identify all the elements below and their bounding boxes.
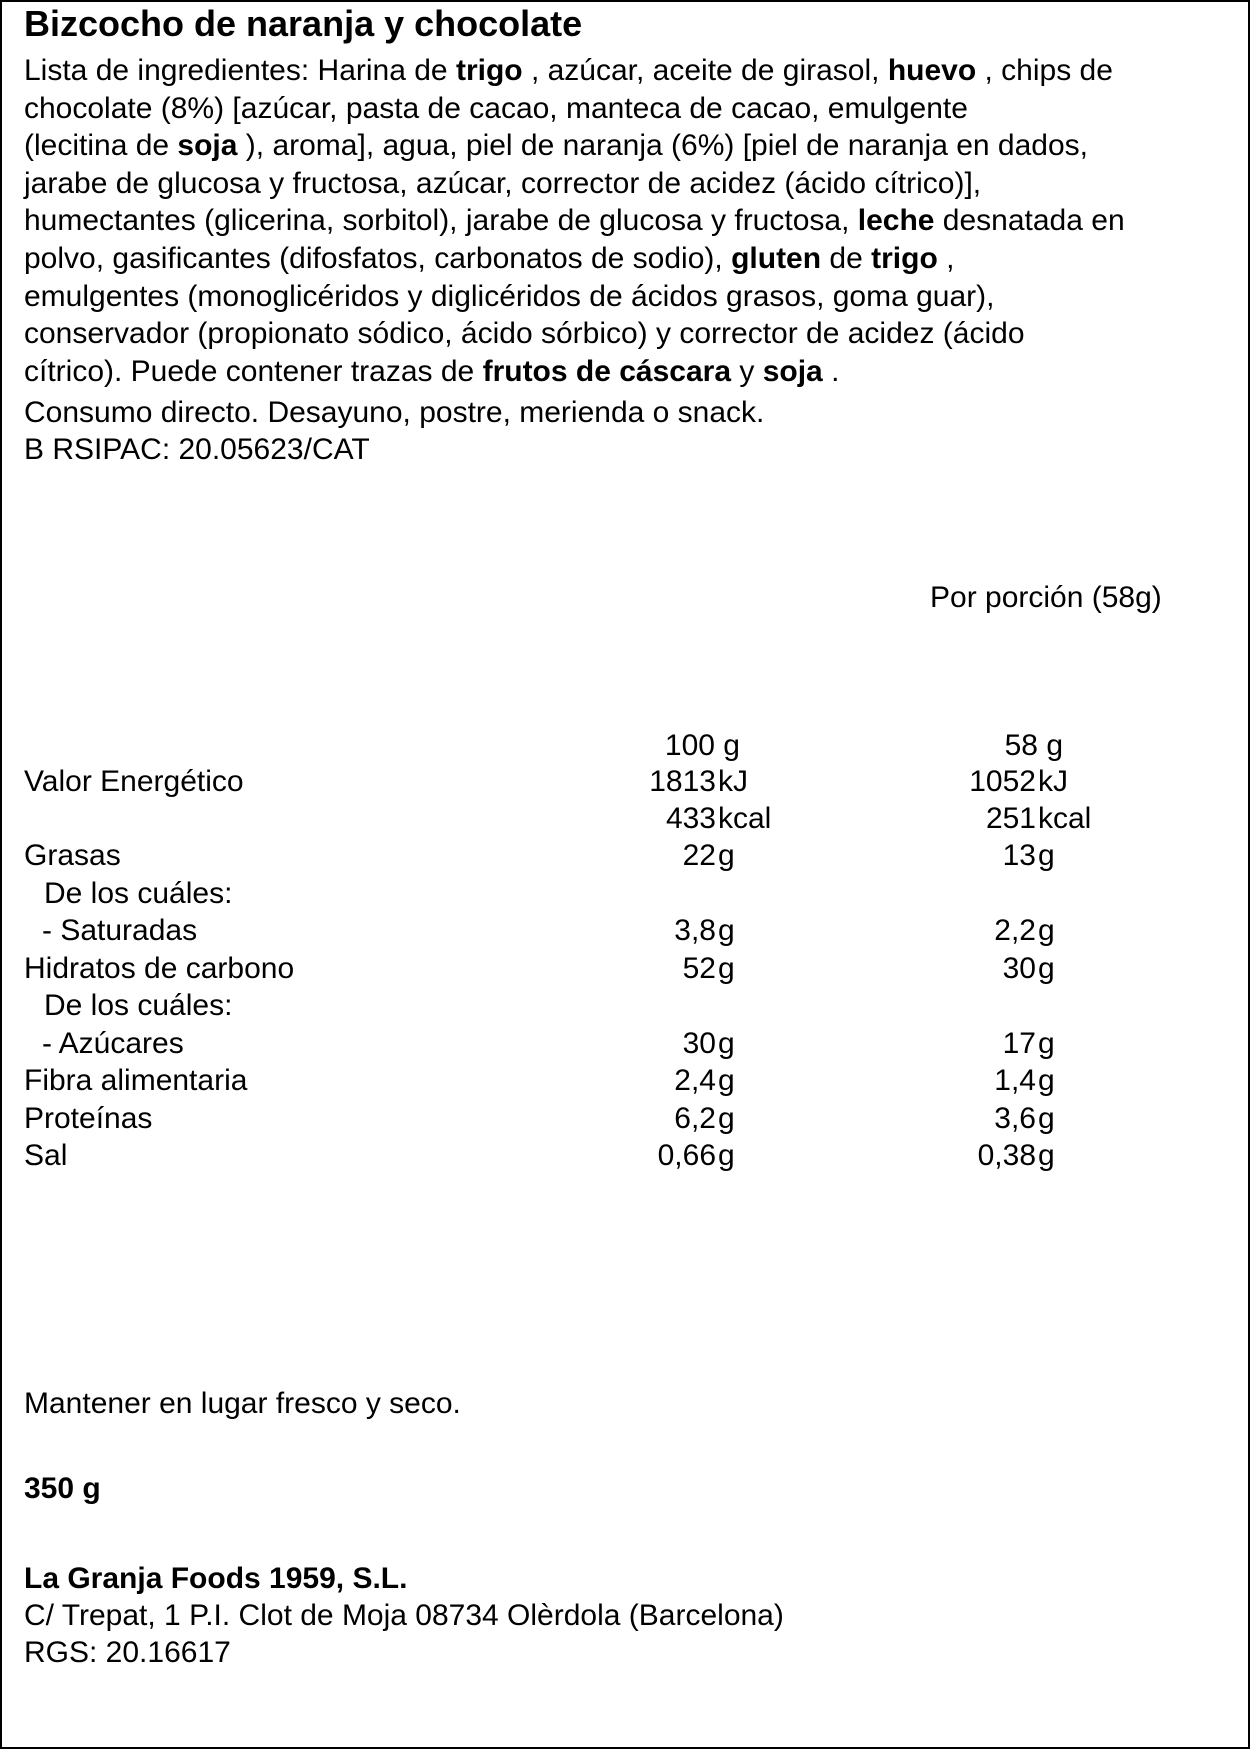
energy-kcal-unit-portion: kcal [1038,802,1092,835]
nutrition-unit: g [718,1026,735,1060]
nutrition-value-100g: 30 [682,1026,716,1060]
nutrition-row-label: Sal [24,1139,68,1172]
ingredients-line [24,278,1224,316]
allergen-text: gluten [731,241,822,275]
usage-text: Consumo directo. Desayuno, postre, merienda o snack. [24,396,765,429]
ingredients-line [24,240,1224,278]
energy-kj-unit-portion: kJ [1038,765,1068,798]
nutrition-row-label: Proteínas [24,1101,153,1135]
nutrition-value-portion: 17 [1002,1026,1036,1060]
nutrition-value-100g: 3,8 [674,914,716,947]
ingredients-text: ), aroma], agua, piel de naranja (6%) [piel de naranja en dados, [237,129,1088,163]
nutrition-row-label: Grasas [24,839,121,872]
ingredients-text: conservador (propionato sódico, ácido sórbico) y corrector de acidez (ácido [24,317,1025,351]
nutrition-value-portion: 30 [1002,951,1036,985]
energy-label: Valor Energético [24,765,244,798]
col-header-100g: 100 g [664,729,740,762]
allergen-text: trigo [871,241,938,275]
nutrition-unit: g [718,839,735,872]
nutrition-value-portion: 3,6 [994,1101,1036,1135]
nutrition-value-100g: 0,66 [657,1139,716,1172]
nutrition-value-portion: 1,4 [994,1064,1036,1097]
col-header-portion: 58 g [1004,729,1063,762]
ingredients-text: desnatada en [934,204,1125,238]
nutrition-value-portion: 13 [1002,839,1036,872]
energy-kj-unit-100: kJ [718,765,748,798]
ingredients-line [24,90,1224,128]
ingredients-text: y [731,354,763,388]
nutrition-value-100g: 52 [682,951,716,985]
nutrition-value-portion: 0,38 [977,1139,1036,1172]
registry-text: B RSIPAC: 20.05623/CAT [24,433,370,466]
nutrition-value-100g: 2,4 [674,1064,716,1097]
nutrition-value-100g: 6,2 [674,1101,716,1135]
nutrition-unit: g [718,1064,735,1097]
ingredients-list [24,52,1224,390]
nutrition-row-label: De los cuáles: [44,876,233,910]
energy-kj-portion: 1052 [969,765,1036,798]
ingredients-line [24,202,1224,240]
ingredients-text: , azúcar, aceite de girasol, [522,54,888,87]
ingredients-text: , [937,241,955,275]
nutrition-value-100g: 22 [682,839,716,872]
ingredients-text: polvo, gasificantes (difosfatos, carbonatos de sodio), [24,241,732,275]
nutrition-unit: g [1038,1101,1055,1135]
storage-text: Mantener en lugar fresco y seco. [24,1387,461,1420]
nutrition-unit: g [1038,1064,1055,1097]
nutrition-unit: g [718,1101,735,1135]
ingredients-line [24,127,1224,165]
nutrition-unit: g [1038,839,1055,872]
allergen-text: huevo [887,54,977,87]
nutrition-row-label: De los cuáles: [44,989,233,1022]
allergen-text: trigo [455,54,523,87]
ingredients-text: de [821,241,872,275]
nutrition-row-label: Hidratos de carbono [24,951,295,985]
company-name: La Granja Foods 1959, S.L. [24,1562,408,1595]
ingredients-text: Lista de ingredientes: Harina de [24,54,456,87]
ingredients-text: emulgentes (monoglicéridos y diglicéridos de ácidos grasos, goma guar), [24,279,995,313]
ingredients-text: chocolate (8%) [azúcar, pasta de cacao, manteca de cacao, emulgente [24,91,968,125]
ingredients-text: (lecitina de [24,129,178,163]
energy-kcal-100: 433 [665,802,716,835]
nutrition-unit: g [1038,914,1055,947]
ingredients-line [24,165,1224,203]
ingredients-text: cítrico). Puede contener trazas de [24,354,483,388]
allergen-text: soja [177,129,238,163]
net-weight: 350 g [24,1472,101,1505]
ingredients-line [24,315,1224,353]
nutrition-unit: g [1038,951,1055,985]
ingredients-text: jarabe de glucosa y fructosa, azúcar, corrector de acidez (ácido cítrico)], [24,166,982,200]
portion-header: Por porción (58g) [930,581,1162,614]
company-rgs: RGS: 20.16617 [24,1636,231,1669]
energy-kj-100: 1813 [649,765,716,798]
energy-kcal-portion: 251 [985,802,1036,835]
ingredients-text: humectantes (glicerina, sorbitol), jarabe de glucosa y fructosa, [24,204,858,238]
nutrition-value-portion: 2,2 [994,914,1036,947]
allergen-text: frutos de cáscara [482,354,732,388]
nutrition-unit: g [718,1139,735,1172]
nutrition-row-label: - Saturadas [42,914,198,947]
energy-kcal-unit-100: kcal [718,802,772,835]
company-address: C/ Trepat, 1 P.I. Clot de Moja 08734 Olèrdola (Barcelona) [24,1599,784,1632]
nutrition-row-label: Fibra alimentaria [24,1064,248,1097]
ingredients-line [24,52,1224,90]
nutrition-unit: g [1038,1026,1055,1060]
nutrition-unit: g [718,914,735,947]
ingredients-text: . [822,354,840,388]
product-title: Bizcocho de naranja y chocolate [24,3,583,44]
nutrition-unit: g [718,951,735,985]
nutrition-row-label: - Azúcares [42,1026,184,1060]
allergen-text: soja [762,354,823,388]
nutrition-unit: g [1038,1139,1055,1172]
ingredients-line [24,353,1224,391]
allergen-text: leche [857,204,935,238]
ingredients-text: , chips de [976,54,1113,87]
